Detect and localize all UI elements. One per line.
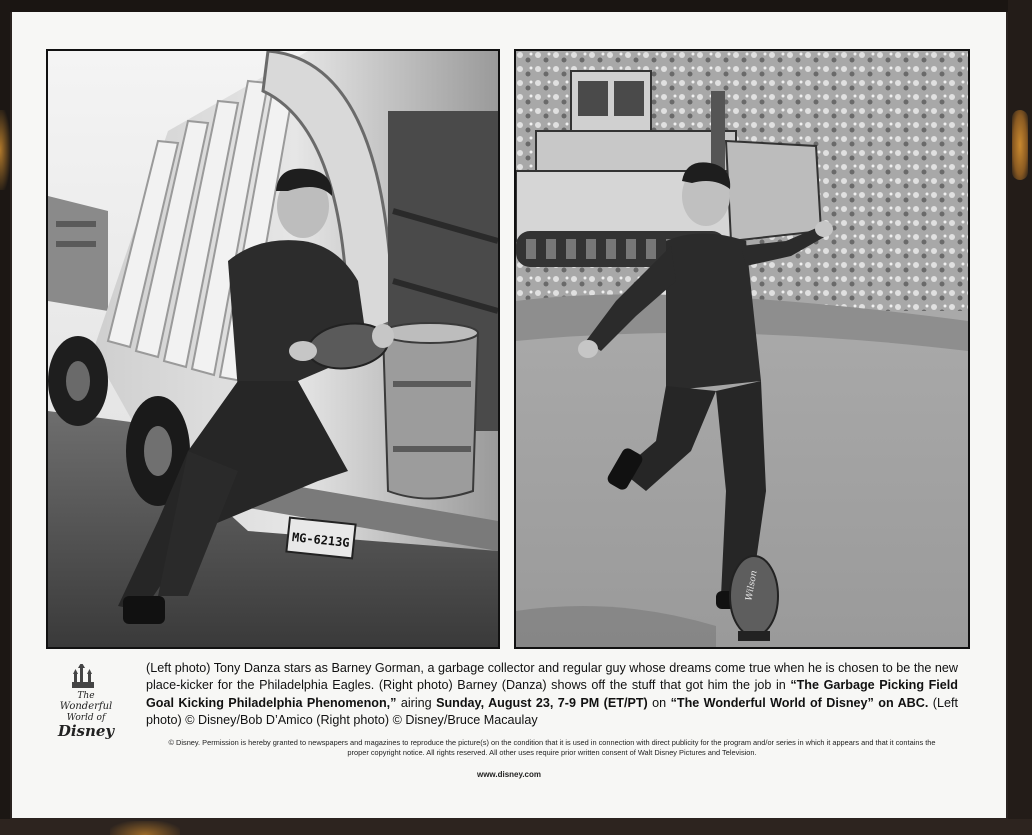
press-photo-sheet bbox=[12, 12, 1006, 818]
caption-part-3: on bbox=[647, 695, 671, 710]
wonderful-world-of-disney-logo bbox=[52, 664, 122, 744]
light-leak-right bbox=[1012, 110, 1028, 180]
logo-line-world-of: World of bbox=[66, 713, 106, 723]
caption-airing-time: Sunday, August 23, 7-9 PM (ET/PT) bbox=[436, 695, 648, 710]
logo-line-wonderful: Wonderful bbox=[59, 701, 113, 712]
light-leak-left bbox=[0, 110, 10, 190]
caption-part-1: (Left photo) Tony Danza stars as Barney Gorman, a garbage collector and regular guy whose dreams come true when he is chosen to be the new place-kicker for the Philadelphia Eagles. (Right photo) Barney (Danza) shows off the stuff that got him the job in bbox=[146, 661, 958, 693]
copyright-notice: © Disney. Permission is hereby granted to newspapers and magazines to reproduce the picture(s) on the condition that it is used in connection with direct publicity for the program and/or series in which it appears and that it contains the proper copyright notice. All rights reserved. All other uses require prior written consent of Walt Disney Pictures and Television. bbox=[168, 738, 936, 758]
logo-line-the: The bbox=[77, 691, 95, 701]
disney-castle-logo-icon bbox=[52, 664, 122, 744]
caption-series-name: “The Wonderful World of Disney” on ABC. bbox=[670, 695, 929, 710]
website-link[interactable]: www.disney.com bbox=[476, 770, 541, 779]
bulldozer-photo-icon bbox=[516, 51, 968, 647]
right-photo-field-goal-kick bbox=[514, 49, 970, 649]
garbage-truck-photo-icon bbox=[48, 51, 498, 647]
photo-caption bbox=[146, 660, 958, 730]
caption-part-2: airing bbox=[396, 695, 437, 710]
caption-photo-credits: (Left photo) © Disney/Bob D’Amico (Right photo) © Disney/Bruce Macaulay bbox=[146, 695, 958, 728]
license-plate-text: MG-6213G bbox=[291, 530, 351, 550]
caption-program-title: “The Garbage Picking Field Goal Kicking Philadelphia Phenomenon,” bbox=[146, 678, 958, 710]
left-photo-garbage-truck bbox=[46, 49, 500, 649]
logo-brand-disney: Disney bbox=[57, 722, 115, 740]
film-edge-top bbox=[0, 0, 1032, 12]
football-brand-text: Wilson bbox=[744, 569, 760, 602]
light-leak-bottom bbox=[110, 821, 180, 835]
